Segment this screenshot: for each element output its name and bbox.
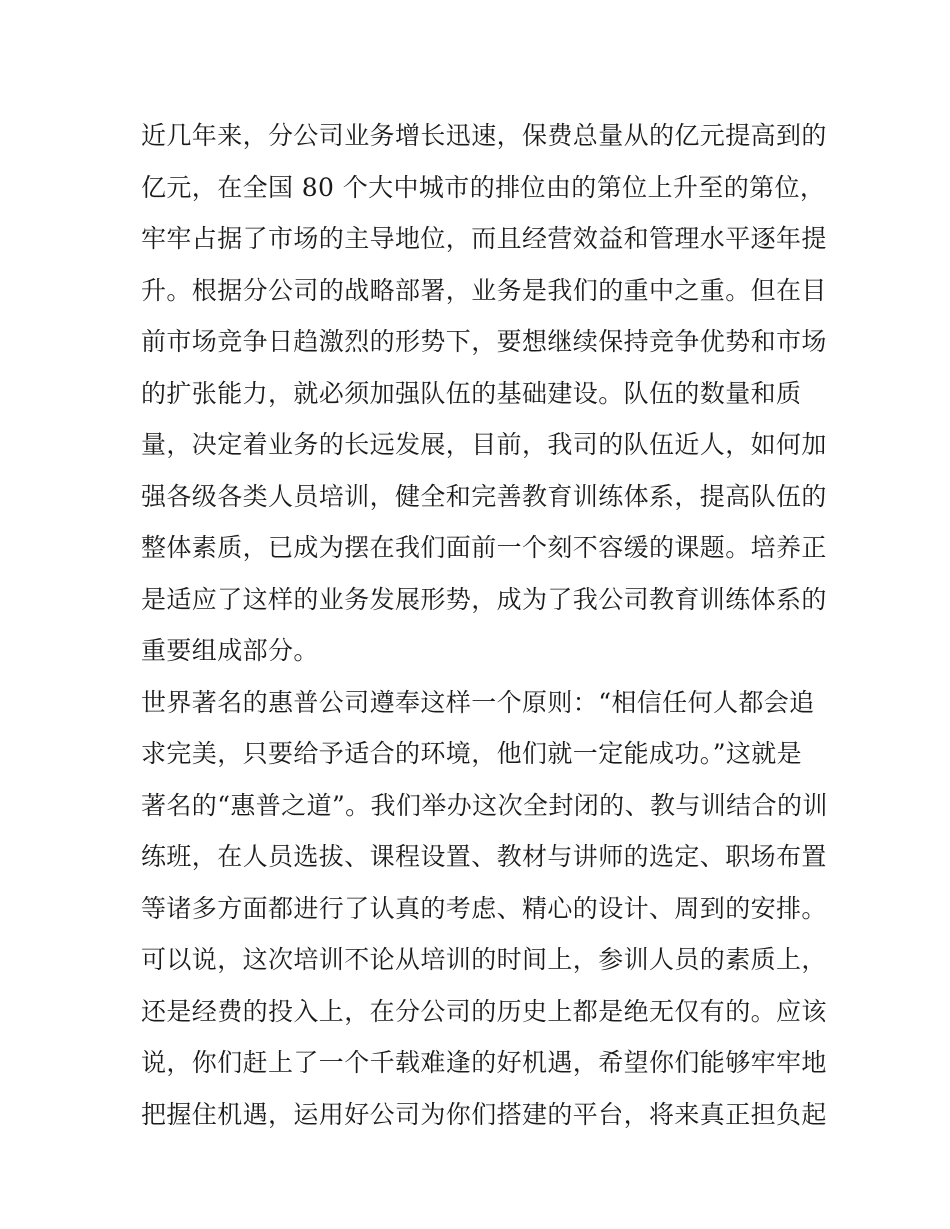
text-line: 整体素质，已成为摆在我们面前一个刻不容缓的课题。培养正 xyxy=(141,533,827,562)
text-line: 求完美，只要给予适合的环境，他们就一定能成功。”这就是 xyxy=(141,739,803,768)
text-line: 升。根据分公司的战略部署，业务是我们的重中之重。但在目 xyxy=(141,275,827,305)
text-line: 前市场竞争日趋激烈的形势下，要想继续保持竞争优势和市场 xyxy=(141,327,827,356)
text-line: 说，你们赶上了一个千载难逢的好机遇，希望你们能够牢牢地 xyxy=(141,1048,827,1077)
text-line: 重要组成部分。 xyxy=(141,636,319,665)
body-text xyxy=(141,110,828,1140)
text-line: 等诸多方面都进行了认真的考虑、精心的设计、周到的安排。 xyxy=(141,893,827,923)
text-line: 把握住机遇，运用好公司为你们搭建的平台，将来真正担负起 xyxy=(141,1099,827,1129)
text-line: 是适应了这样的业务发展形势，成为了我公司教育训练体系的 xyxy=(141,584,827,614)
text-line: 亿元，在全国 80 个大中城市的排位由的第位上升至的第位， xyxy=(141,172,826,202)
text-line: 可以说，这次培训不论从培训的时间上，参训人员的素质上， xyxy=(141,945,827,974)
text-line: 的扩张能力，就必须加强队伍的基础建设。队伍的数量和质 xyxy=(141,378,802,408)
text-line: 近几年来，分公司业务增长迅速，保费总量从的亿元提高到的 xyxy=(141,121,827,150)
text-line: 强各级各类人员培训，健全和完善教育训练体系，提高队伍的 xyxy=(141,481,827,511)
text-line: 世界著名的惠普公司遵奉这样一个原则：“相信任何人都会追 xyxy=(141,687,815,717)
text-line: 练班，在人员选拔、课程设置、教材与讲师的选定、职场布置 xyxy=(141,842,827,871)
text-line: 量，决定着业务的长远发展，目前，我司的队伍近人，如何加 xyxy=(141,430,827,459)
text-line: 牢牢占据了市场的主导地位，而且经营效益和管理水平逐年提 xyxy=(141,224,827,253)
text-line: 著名的“惠普之道”。我们举办这次全封闭的、教与训结合的训 xyxy=(141,790,828,820)
text-line: 还是经费的投入上，在分公司的历史上都是绝无仅有的。应该 xyxy=(141,996,827,1026)
